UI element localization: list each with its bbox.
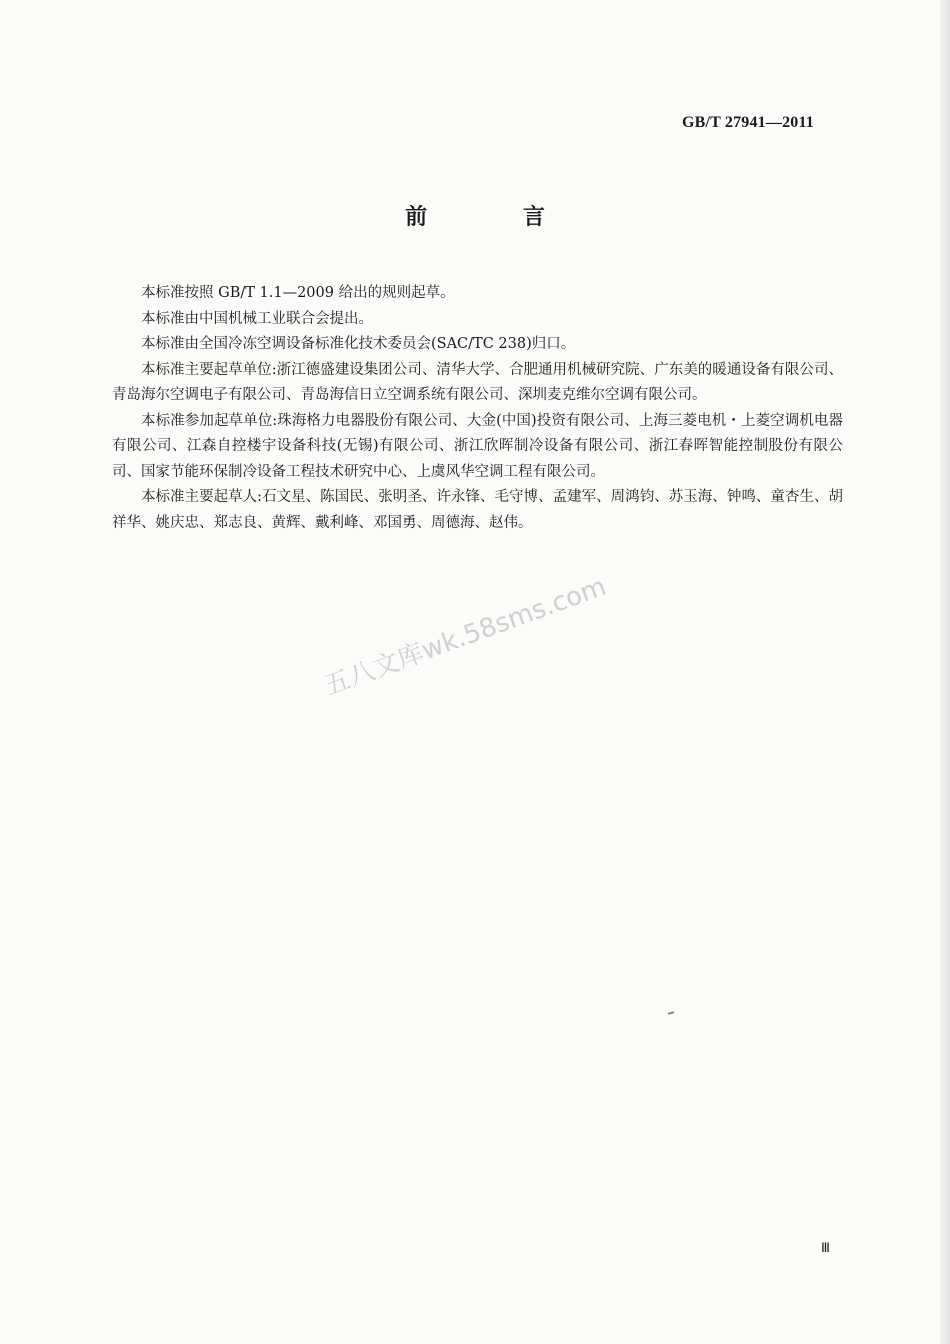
foreword-body xyxy=(112,281,843,536)
standard-number: GB/T 27941—2011 xyxy=(681,114,814,131)
paragraph-proposer: 本标准由中国机械工业联合会提出。 xyxy=(141,310,373,327)
paragraph-drafting-rules: 本标准按照 GB/T 1.1—2009 给出的规则起草。 xyxy=(141,285,455,301)
watermark: 五八文库wk.58sms.com xyxy=(320,571,611,702)
page-title: 前 言 xyxy=(405,205,589,230)
paragraph-participating-units: 本标准参加起草单位:珠海格力电器股份有限公司、大金(中国)投资有限公司、上海三菱电机・上菱空调机电器有限公司、江森自控楼宇设备科技(无锡)有限公司、浙江欣晖制冷设备有限公司、浙江春晖智能控制股份有限公司、国家节能环保制冷设备工程技术研究中心、上虞风华空调工程有限公司。 xyxy=(112,412,843,480)
paragraph-main-drafting-units: 本标准主要起草单位:浙江德盛建设集团公司、清华大学、合肥通用机械研究院、广东美的暖通设备有限公司、青岛海尔空调电子有限公司、青岛海信日立空调系统有限公司、深圳麦克维尔空调有限公司。 xyxy=(112,361,843,403)
page-number: Ⅲ xyxy=(821,1240,830,1255)
paragraph-main-drafters: 本标准主要起草人:石文星、陈国民、张明圣、许永锋、毛守博、孟建军、周鸿钧、苏玉海、钟鸣、童杏生、胡祥华、姚庆忠、郑志良、黄辉、戴利峰、邓国勇、周德海、赵伟。 xyxy=(112,489,843,531)
scan-speck xyxy=(668,1011,674,1014)
paragraph-technical-committee: 本标准由全国冷冻空调设备标准化技术委员会(SAC/TC 238)归口。 xyxy=(141,336,576,352)
